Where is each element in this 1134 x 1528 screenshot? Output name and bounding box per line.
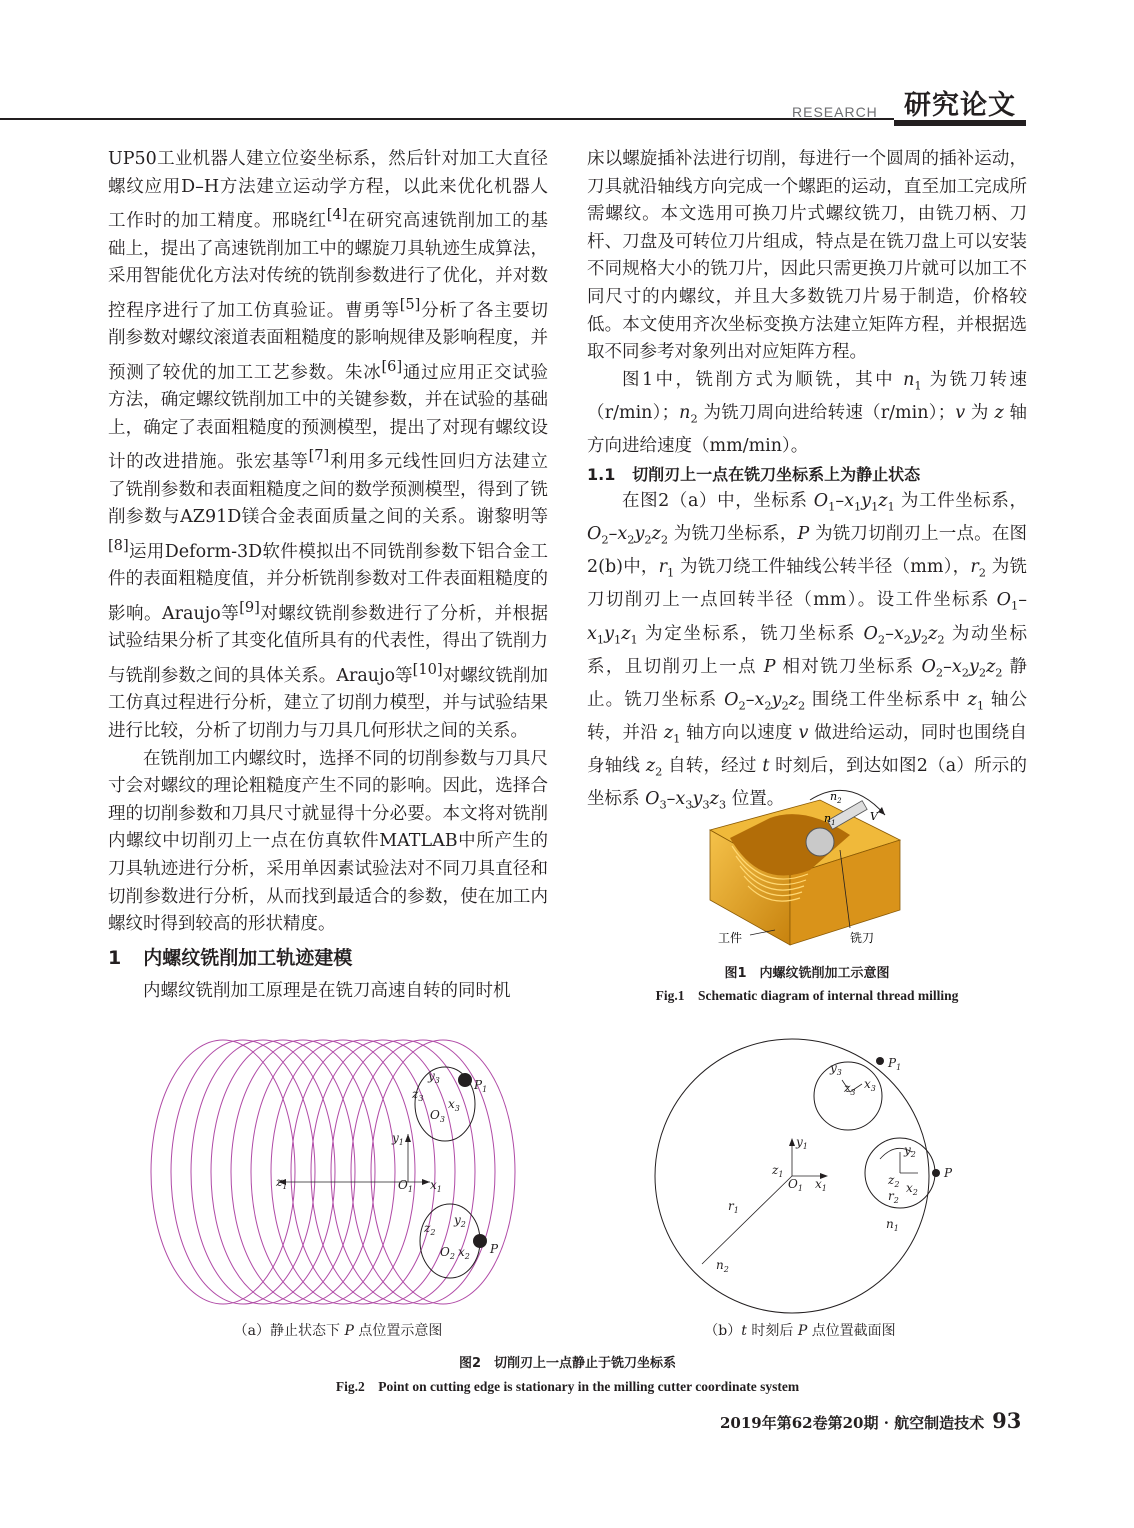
svg-text:z2: $z_2$ (888, 1173, 900, 1189)
svg-text:n2: $n_2$ (716, 1258, 729, 1274)
svg-text:z3: $z_3$ (412, 1087, 424, 1103)
helix-loop (151, 1040, 295, 1304)
svg-text:O1: $O_1$ (398, 1178, 413, 1194)
right-paragraph-1: 床以螺旋插补法进行切削，每进行一个圆周的插补运动，刀具就沿轴线方向完成一个螺距的运动，直至加工完成所需螺纹。本文选用可换刀片式螺纹铣刀，由铣刀柄、刀杆、刀盘及可转位刀片组成，特点是在铣刀盘上可以安装不同规格大小的铣刀片，因此只需更换刀片就可以加工不同尺寸的内螺纹，并且大多数铣刀片易于制造，价格较低。本文使用齐次坐标变换方法建立矩阵方程，并根据选取不同参考对象列出对应矩阵方程。 (587, 149, 1027, 363)
svg-text:y3: $y_3$ (830, 1061, 842, 1077)
section-1-title: 1 内螺纹铣削加工轨迹建模 (108, 947, 353, 969)
svg-text:r2: $r_2$ (888, 1189, 899, 1205)
svg-text:r1: $r_1$ (728, 1199, 739, 1215)
figure-2a-caption: （a）静止状态下 P 点位置示意图 (233, 1323, 443, 1339)
svg-text:y2: $y_2$ (904, 1143, 916, 1159)
figure-2b-illustration (650, 1034, 953, 1314)
figure-2-caption-cn: 图2 切削刃上一点静止于铣刀坐标系 (458, 1356, 677, 1371)
svg-text:x2: $x_2$ (458, 1245, 470, 1261)
svg-text:P: P (944, 1166, 953, 1180)
helix-loop (271, 1040, 415, 1304)
svg-text:x1: $x_1$ (815, 1177, 827, 1193)
fig1-n2-label: $n_2$ (830, 790, 842, 805)
svg-text:P: P (490, 1242, 499, 1256)
svg-text:O2: $O_2$ (440, 1245, 455, 1261)
svg-text:z3: $z_3$ (844, 1081, 856, 1097)
page-number: 93 (992, 1408, 1022, 1433)
svg-text:n1: $n_1$ (886, 1217, 899, 1233)
left-paragraph-1: UP50工业机器人建立位姿坐标系，然后针对加工大直径螺纹应用D–H方法建立运动学方程，以此来优化机器人工作时的加工精度。邢晓红[4]在研究高速铣削加工的基础上，提出了高速铣削加工中的螺旋刀具轨迹生成算法，采用智能优化方法对传统的铣削参数进行了优化，并对数控程序进行了加工仿真验证。曹勇等[5]分析了各主要切削参数对螺纹滚道表面粗糙度的影响规律及影响程度，并预测了较优的加工工艺参数。朱冰[6]通过应用正交试验方法，确定螺纹铣削加工中的关键参数，并在试验的基础上，确定了表面粗糙度的预测模型，提出了对现有螺纹设计的改进措施。张宏基等[7]利用多元线性回归方法建立了铣削参数和表面粗糙度之间的数学预测模型，得到了铣削参数与AZ91D镁合金表面质量之间的关系。谢黎明等[8]运用Deform-3D软件模拟出不同铣削参数下铝合金工件的表面粗糙度值，并分析铣削参数对工件表面粗糙度的影响。Araujo等[9]对螺纹铣削参数进行了分析，并根据试验结果分析了其变化值所具有的代表性，得出了铣削力与铣削参数之间的具体关系。Araujo等[10]对螺纹铣削加工仿真过程进行分析，建立了切削力模型，并与试验结果进行比较，分析了切削力与刀具几何形状之间的关系。 (108, 149, 549, 742)
svg-text:x1: $x_1$ (430, 1178, 442, 1194)
helix-loop (331, 1040, 475, 1304)
header-section-en: RESEARCH (792, 104, 878, 120)
svg-text:y1: $y_1$ (796, 1135, 808, 1151)
left-paragraph-2: 在铣削加工内螺纹时，选择不同的切削参数与刀具尺寸会对螺纹的理论粗糙度产生不同的影响。因此，选择合理的切削参数和刀具尺寸就显得十分必要。本文将对铣削内螺纹中切削刃上一点在仿真软件MATLAB中所产生的刀具轨迹进行分析，采用单因素试验法对不同刀具直径和切削参数进行分析，从而找到最适合的参数，使在加工内螺纹时得到较高的形状精度。 (108, 748, 548, 935)
right-paragraph-2: 图1中，铣削方式为顺铣，其中 $n_1$ 为铣刀转速（r/min）；$n_2$ 为铣刀周向进给转速（r/min）；v 为 z 轴方向进给速度（mm/min）。 (587, 369, 1027, 456)
helix-loop (371, 1040, 515, 1304)
fig1-n1-label: $n_1$ (824, 812, 836, 827)
page-footer: 2019年第62卷第20期 · 航空制造技术 93 (720, 1408, 1022, 1433)
helix-loop (251, 1040, 395, 1304)
helix-loop (171, 1040, 315, 1304)
helix-loop (191, 1040, 335, 1304)
svg-text:z2: $z_2$ (424, 1221, 436, 1237)
section-1-paragraph: 内螺纹铣削加工原理是在铣刀高速自转的同时机 (143, 981, 511, 1001)
svg-text:y1: $y_1$ (392, 1131, 404, 1147)
left-column (108, 146, 548, 939)
svg-text:z1: $z_1$ (276, 1175, 288, 1191)
svg-text:x2: $x_2$ (906, 1181, 918, 1197)
svg-text:y2: $y_2$ (454, 1213, 466, 1229)
figure-1-caption-cn: 图1 内螺纹铣削加工示意图 (724, 966, 890, 981)
fig1-v-label: V (870, 810, 878, 823)
figure-1-illustration (700, 780, 910, 950)
subsection-1-1-title: 1.1 切削刃上一点在铣刀坐标系上为静止状态 (587, 464, 921, 484)
header-tag-bar (894, 120, 1026, 126)
header-section-cn: 研究论文 (894, 82, 1026, 122)
svg-text:z1: $z_1$ (772, 1163, 784, 1179)
svg-text:P1: $P_1$ (474, 1078, 488, 1094)
right-paragraph-3: 在图2（a）中，坐标系 $O_1-x_1y_1z_1$ 为工件坐标系，$O_2-x_2y_2z_2$ 为铣刀坐标系，P 为铣刀切削刃上一点。在图2(b)中，$r_1$ 为铣刀绕工件轴线公转半径（mm），$r_2$ 为铣刀切削刃上一点回转半径（mm）。设工件坐标系 $O_1-x_1y_1z_1$ 为定坐标系，铣刀坐标系 $O_2-x_2y_2z_2$ 为动坐标系，且切削刃上一点 P 相对铣刀坐标系 $O_2-x_2y_2z_2$ 静止。铣刀坐标系 $O_2-x_2y_2z_2$ 围绕工件坐标系中 $z_1$ 轴公转，并沿 $z_1$ 轴方向以速度 v 做进给运动，同时也围绕自身轴线 $z_2$ 自转，经过 t 时刻后，到达如图2（a）所示的坐标系 $O_3-x_3y_3z_3$ 位置。 (587, 491, 1028, 812)
right-column (587, 146, 1027, 819)
figure-2-caption-en: Fig.2 Point on cutting edge is stationary in the milling cutter coordinate system (335, 1379, 800, 1394)
helix-loop (231, 1040, 375, 1304)
svg-text:O3: $O_3$ (430, 1108, 445, 1124)
figure-2b-caption: （b）t 时刻后 P 点位置截面图 (704, 1323, 896, 1339)
figure-1-caption-en: Fig.1 Schematic diagram of internal thread milling (655, 988, 959, 1003)
helix-loop (211, 1040, 355, 1304)
fig1-cutter-label: 铣刀 (850, 931, 875, 945)
svg-text:x3: $x_3$ (864, 1077, 876, 1093)
svg-text:O1: $O_1$ (788, 1177, 803, 1193)
svg-text:x3: $x_3$ (448, 1097, 460, 1113)
svg-text:P1: $P_1$ (888, 1056, 902, 1072)
helix-loop (291, 1040, 435, 1304)
svg-text:y3: $y_3$ (428, 1069, 440, 1085)
figure-2a-illustration (148, 1034, 528, 1314)
fig1-workpiece-label: 工件 (718, 931, 743, 945)
